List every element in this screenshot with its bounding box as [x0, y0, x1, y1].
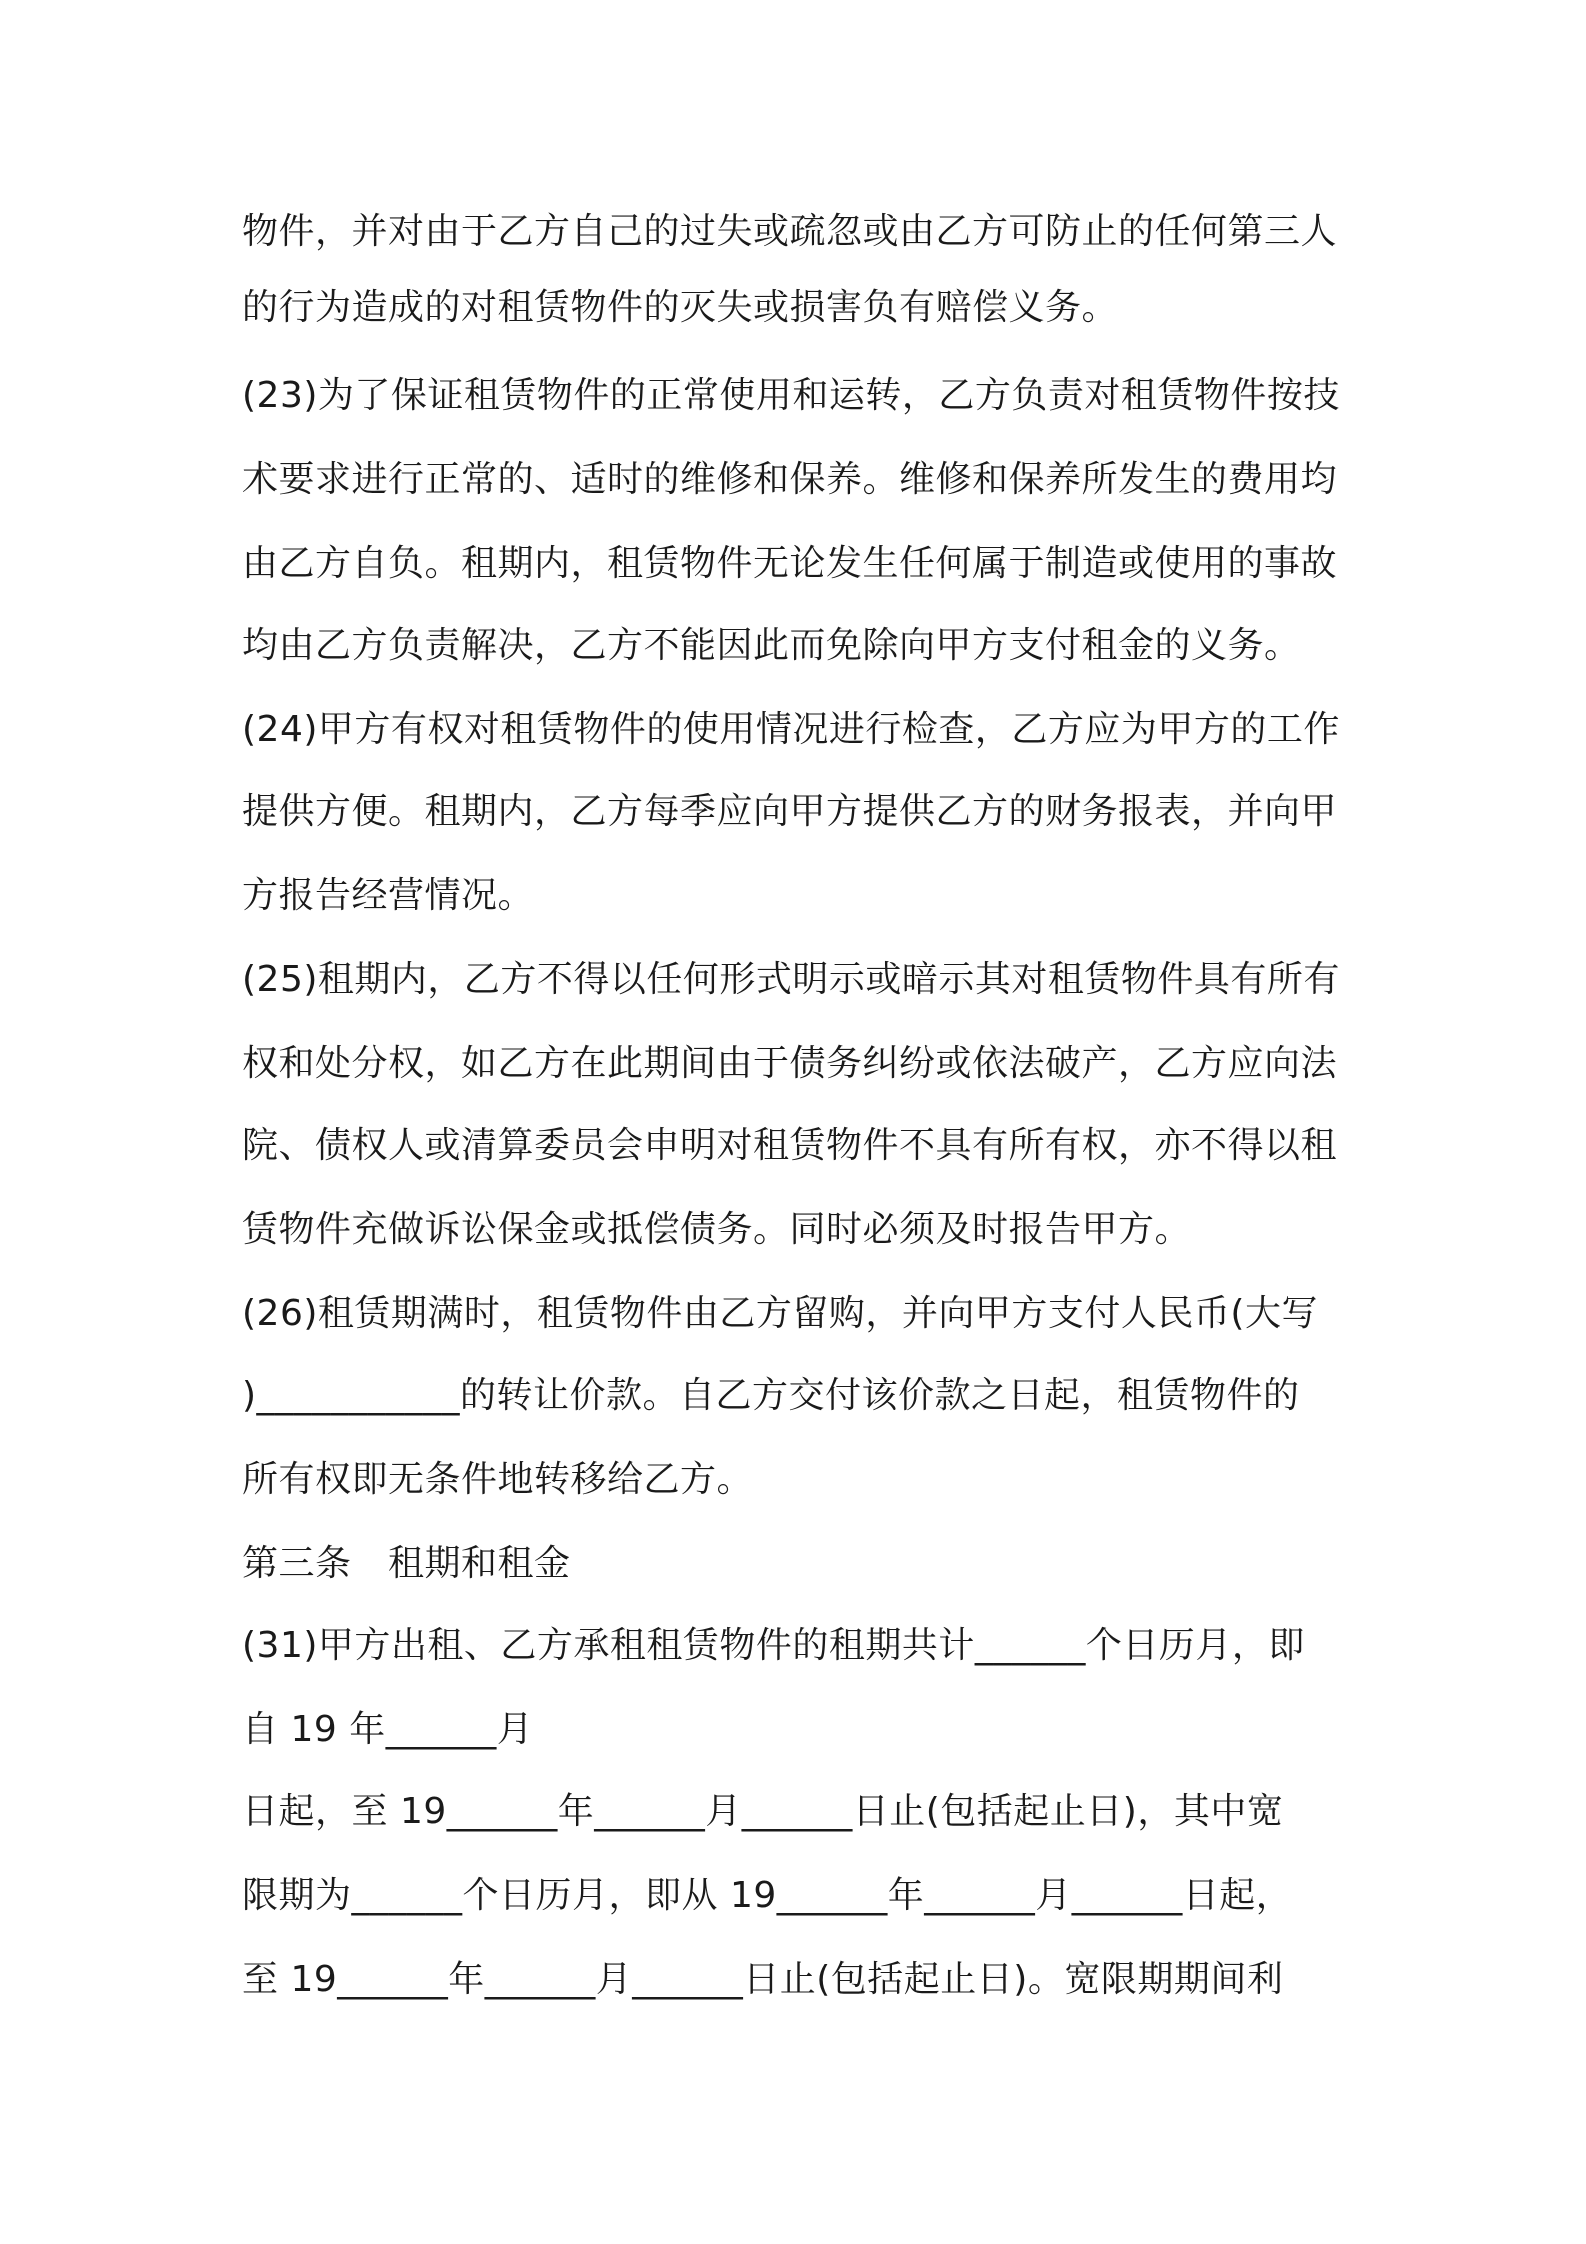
text-line: 院、债权人或清算委员会申明对租赁物件不具有所有权，亦不得以租 — [242, 1125, 1338, 1166]
text-line: (24)甲方有权对租赁物件的使用情况进行检查，乙方应为甲方的工作 — [242, 709, 1340, 750]
text-line: 物件，并对由于乙方自己的过失或疏忽或由乙方可防止的任何第三人 — [242, 211, 1338, 252]
text-line: )___________的转让价款。自乙方交付该价款之日起，租赁物件的 — [242, 1375, 1300, 1416]
section-heading: 第三条 租期和租金 — [242, 1543, 571, 1584]
text-line: 提供方便。租期内，乙方每季应向甲方提供乙方的财务报表，并向甲 — [242, 791, 1338, 832]
text-line: 赁物件充做诉讼保金或抵偿债务。同时必须及时报告甲方。 — [242, 1209, 1192, 1250]
text-line: 由乙方自负。租期内，租赁物件无论发生任何属于制造或使用的事故 — [242, 543, 1338, 584]
text-line: 方报告经营情况。 — [242, 875, 535, 916]
text-line: (26)租赁期满时，租赁物件由乙方留购，并向甲方支付人民币(大写 — [242, 1293, 1318, 1334]
text-line: 日起，至 19______年______月______日止(包括起止日)，其中宽 — [242, 1791, 1284, 1832]
text-line: (31)甲方出租、乙方承租租赁物件的租期共计______个日历月，即 — [242, 1625, 1305, 1666]
text-line: 所有权即无条件地转移给乙方。 — [242, 1459, 754, 1500]
text-line: (25)租期内，乙方不得以任何形式明示或暗示其对租赁物件具有所有 — [242, 959, 1340, 1000]
text-line: 限期为______个日历月，即从 19______年______月______日起， — [242, 1875, 1293, 1916]
text-line: 自 19 年______月 — [242, 1709, 534, 1750]
text-line: (23)为了保证租赁物件的正常使用和运转，乙方负责对租赁物件按技 — [242, 375, 1340, 416]
text-line: 至 19______年______月______日止(包括起止日)。宽限期期间利 — [242, 1959, 1284, 2000]
text-line: 的行为造成的对租赁物件的灭失或损害负有赔偿义务。 — [242, 287, 1119, 328]
text-line: 均由乙方负责解决，乙方不能因此而免除向甲方支付租金的义务。 — [242, 625, 1301, 666]
text-line: 权和处分权，如乙方在此期间由于债务纠纷或依法破产，乙方应向法 — [242, 1043, 1338, 1084]
text-line: 术要求进行正常的、适时的维修和保养。维修和保养所发生的费用均 — [242, 459, 1338, 500]
